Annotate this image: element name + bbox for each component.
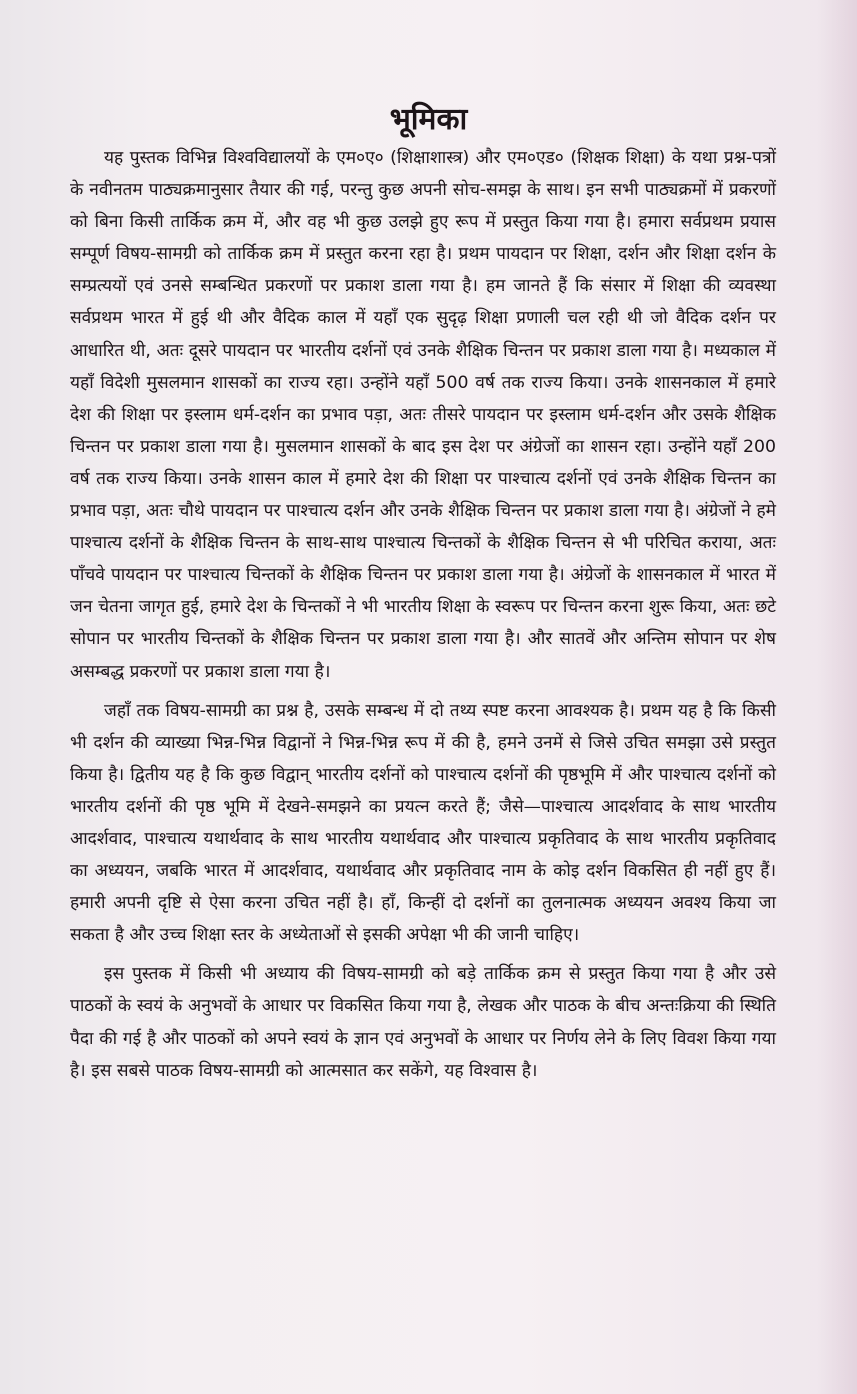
paragraph-3: इस पुस्तक में किसी भी अध्याय की विषय-सामग्री को बड़े तार्किक क्रम से प्रस्तुत किया गया है और उसे पाठकों के स्वयं के अनुभवों के आधार पर विकसित किया गया है, लेखक और पाठक के बीच अन्तःक्रिया की स्थिति पैदा की गई है और पाठकों को अपने स्वयं के ज्ञान एवं अनुभवों के आधार पर निर्णय लेने के लिए विवश किया गया है। इस सबसे पाठक विषय-सामग्री को आत्मसात कर सकेंगे, यह विश्वास है। — [70, 964, 776, 1081]
preface-body — [70, 142, 776, 1087]
paragraph-1: यह पुस्तक विभिन्न विश्वविद्यालयों के एम०ए० (शिक्षाशास्त्र) और एम०एड० (शिक्षक शिक्षा) के यथा प्रश्न-पत्रों के नवीनतम पाठ्यक्रमानुसार तैयार की गई, परन्तु कुछ अपनी सोच-समझ के साथ। इन सभी पाठ्यक्रमों में प्रकरणों को बिना किसी तार्किक क्रम में, और वह भी कुछ उलझे हुए रूप में प्रस्तुत किया गया है। हमारा सर्वप्रथम प्रयास सम्पूर्ण विषय-सामग्री को तार्किक क्रम में प्रस्तुत करना रहा है। प्रथम पायदान पर शिक्षा, दर्शन और शिक्षा दर्शन के सम्प्रत्ययों एवं उनसे सम्बन्धित प्रकरणों पर प्रकाश डाला गया है। हम जानते हैं कि संसार में शिक्षा की व्यवस्था सर्वप्रथम भारत में हुई थी और वैदिक काल में यहाँ एक सुदृढ़ शिक्षा प्रणाली चल रही थी जो वैदिक दर्शन पर आधारित थी, अतः दूसरे पायदान पर भारतीय दर्शनों एवं उनके शैक्षिक चिन्तन पर प्रकाश डाला गया है। मध्यकाल में यहाँ विदेशी मुसलमान शासकों का राज्य रहा। उन्होंने यहाँ 500 वर्ष तक राज्य किया। उनके शासनकाल में हमारे देश की शिक्षा पर इस्लाम धर्म-दर्शन का प्रभाव पड़ा, अतः तीसरे पायदान पर इस्लाम धर्म-दर्शन और उसके शैक्षिक चिन्तन पर प्रकाश डाला गया है। मुसलमान शासकों के बाद इस देश पर अंग्रेजों का शासन रहा। उन्होंने यहाँ 200 वर्ष तक राज्य किया। उनके शासन काल में हमारे देश की शिक्षा पर पाश्चात्य दर्शनों एवं उनके शैक्षिक चिन्तन का प्रभाव पड़ा, अतः चौथे पायदान पर पाश्चात्य दर्शन और उनके शैक्षिक चिन्तन पर प्रकाश डाला गया है। अंग्रेजों ने हमे पाश्चात्य दर्शनों के शैक्षिक चिन्तन के साथ-साथ पाश्चात्य चिन्तकों के शैक्षिक चिन्तन से भी परिचित कराया, अतः पाँचवे पायदान पर पाश्चात्य चिन्तकों के शैक्षिक चिन्तन पर प्रकाश डाला गया है। अंग्रेजों के शासनकाल में भारत में जन चेतना जागृत हुई, हमारे देश के चिन्तकों ने भी भारतीय शिक्षा के स्वरूप पर चिन्तन करना शुरू किया, अतः छटे सोपान पर भारतीय चिन्तकों के शैक्षिक चिन्तन पर प्रकाश डाला गया है। और सातवें और अन्तिम सोपान पर शेष असम्बद्ध प्रकरणों पर प्रकाश डाला गया है। — [70, 148, 776, 682]
paragraph-2: जहाँ तक विषय-सामग्री का प्रश्न है, उसके सम्बन्ध में दो तथ्य स्पष्ट करना आवश्यक है। प्रथम यह है कि किसी भी दर्शन की व्याख्या भिन्न-भिन्न विद्वानों ने भिन्न-भिन्न रूप में की है, हमने उनमें से जिसे उचित समझा उसे प्रस्तुत किया है। द्वितीय यह है कि कुछ विद्वान् भारतीय दर्शनों को पाश्चात्य दर्शनों की पृष्ठभूमि में और पाश्चात्य दर्शनों को भारतीय दर्शनों की पृष्ठ भूमि में देखने-समझने का प्रयत्न करते हैं; जैसे—पाश्चात्य आदर्शवाद के साथ भारतीय आदर्शवाद, पाश्चात्य यथार्थवाद के साथ भारतीय यथार्थवाद और पाश्चात्य प्रकृतिवाद के साथ भारतीय प्रकृतिवाद का अध्ययन, जबकि भारत में आदर्शवाद, यथार्थवाद और प्रकृतिवाद नाम के कोइ दर्शन विकसित ही नहीं हुए हैं। हमारी अपनी दृष्टि से ऐसा करना उचित नहीं है। हाँ, किन्हीं दो दर्शनों का तुलनात्मक अध्ययन अवश्य किया जा सकता है और उच्च शिक्षा स्तर के अध्येताओं से इसकी अपेक्षा भी की जानी चाहिए। — [70, 700, 776, 946]
page-title: भूमिका — [389, 102, 468, 138]
page-edge-shadow — [817, 0, 857, 1394]
